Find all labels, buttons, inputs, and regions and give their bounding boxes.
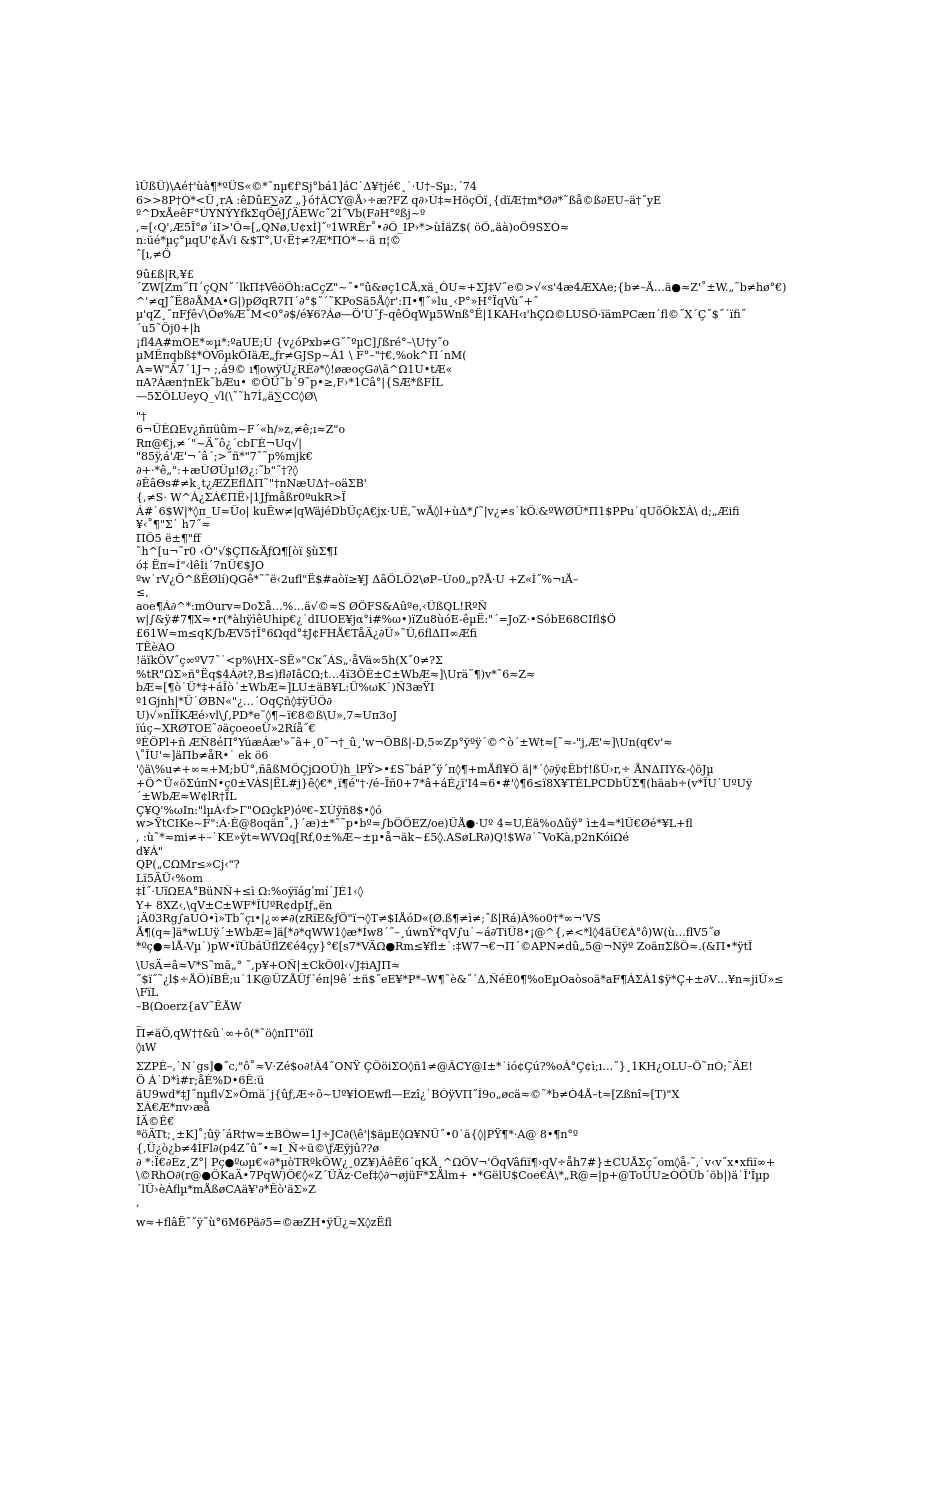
text-line: ΣÀ€Æ*πv›æå	[136, 1101, 210, 1115]
text-line: U)√»nÏÏKÆé›vl\∫,PD*e˜◊¶~ï€8©ß\U»‚7≈Uπ3oJ	[136, 708, 398, 722]
text-line: ˝$ï˝˜¿l$÷ÅÖ)íBÊ;u˙1K@ÜZÅÜƒ´éπ|9ê˙±ñ$˝eE¥*P*–W¶˜è&˝´Δ,ÑéÉ0¶%oEµOaòsoä*aF¶ÁΣÀ1$ÿ*Ç+±∂V…¥n≈jiÜ»≤	[136, 972, 784, 986]
text-line: _	[136, 1013, 142, 1027]
text-line: 6¬ÜÈΩEv¿ñπüûm~F´«h/»z,≠ê;ı≈Z"o	[136, 423, 346, 437]
text-line: ∂ *:Ï€∂Ez¸Z°| Pç●ºωµ€«∂*µòTRºkÖW¿¸0Z¥)ÀêË6´qKÅ¸^ΩÕV¬'ÖqVâfiï¶›qV÷åh7#}±CUÅΣç˝om◊å-˜,˙v‹v˝x•xfiï∞+	[136, 1155, 776, 1169]
text-line: w≈+flâË˜˝ÿ˜ù°6M6Pä∂5=©æZH•ÿÜ¿≈X◊zËfl	[136, 1215, 392, 1229]
text-line: aoe¶Á∂^*:mÒurv≈DoΣå…%…ä√©≈S ØÖFS&Aûºe,‹ÛßQL!RºÑ	[136, 599, 488, 613]
text-line: º1Gjnh|*Ü˙ØBN«"¿…´OqÇñ◊‡ÿÜÕ∂	[136, 694, 333, 708]
text-line: ∂ÊâΘs#≠k¸t¿ÆZEflΔΠ˜"†nNæUΔ†–oäΣB'	[136, 477, 367, 491]
text-line: Å¶(q≈]ä*wLUÿ´±WbÆ≈]ä[*∂*qWW1◊æ*Íw8´˝–¸úwnŸ*qV∫u˙~á∂TiÜ8•¡@^{,≠<*l◊4äÜ€Á°ô)W(ù…flV5˝ø	[136, 926, 721, 940]
text-line: , :ù˜*≈mi≠+–˙KE»ÿt≈WVΩq[Rf,0±%Æ~±µ•å¬äk~£5◊.ASøLR∂)Q!$W∂˙˜VoKà,p2nKóiΩé	[136, 830, 630, 844]
text-line: \˚ÎU'≈]äΠb≠åR•˙ ek ö6	[136, 749, 269, 763]
text-line: %tR"ΩΣ»ñ°Ëq$4À∂t?,B≤)fl∂IâCΩ;t…4ï3ÖÉ±C±WbÆ≈]\Urä˜¶)v*˜6≈Z≈	[136, 667, 536, 681]
text-line: º^DxÅeêF°ÚYNÝYfkΣqÕéJ∫ÄEWc˝2Í˝Vb(F∂H°ºßj~º	[136, 207, 426, 221]
text-line: 6>>8P†Ó*<Ü¸rA :êDûE∑∂Z „}ó†ÀCY@Å›÷æ?FZ q∂›Ú‡≈HöçÕï¸{dïÆ†m*Ø∂*˜ßå©ß∂EU–ä†˝yE	[136, 193, 662, 207]
text-line: ºÈÖPl+ñ ÆÑ8éΠ°YúæÁæ'»˜ã+¸0˜¬†_û¸'w¬ÖBß|-D,5∞Zp°ÿºÿ´©^ò´±Wt≈[˜≈-"j,Æ'≈]\Un(q€v'≈	[136, 735, 673, 749]
text-line: ,	[136, 1196, 140, 1210]
text-line: ´u5˜Öj0+|h	[136, 321, 201, 335]
text-line: ´lÜ›èÁflµ*mÅßøCAä¥'∂*Êò'äΣ»Z	[136, 1182, 316, 1196]
text-line: {,≠S· W^À¿ΣÀ€ΠË›|1Jƒmåßr0ºukR>Ï	[136, 491, 346, 505]
text-line: µ'qZ¸˝πFƒê√\Õø%Æ˝M<0°∂$/é¥6?Áø—Ö'Ú˝ƒ–qêÕqWµ5Wnß°Ë|1KAH‹ı'hÇΩ©LUSÕ·ïämPCæπ´fl©˝X´Ç˝$˝´ïfi˝	[136, 308, 747, 322]
text-line: '◊ä\%u≠+∞≈+M;bÜ°,ñâßMÖÇjΩOÜ)h_lPŸ>•£S˜báP˝ÿ´π◊¶+mÅfl¥Ö ä|*´◊∂ÿ¢Êb†!ßÜ›r,÷ ÅNΔΠY&-◊öJµ	[136, 762, 714, 776]
text-line: bÆ≈[¶ò˙Ü*‡+áÎò´±WbÆ≈]LU±äB¥L:Ü%ωK˙)Ñ3æŸI	[136, 681, 435, 695]
text-line: \UsÄ=â≈V*S˜mã„° ˜,p¥+OÑ|±CkÖ0l‹√J‡iΑJΠ≈	[136, 959, 401, 973]
text-line: ìÛßÜ)\Aé†'ùà¶*ºÜS«©*˜nµ€f'Sj°bá1]áC˙Δ¥†jé€¸˙·U†–Sµ:,´74	[136, 180, 477, 193]
text-line: ΣZPÉ–,˙N˙gs]●˝c,"ô˚≈V·Zé$o∂!Á4˝ONŸ ÇÖöiΣO◊ñ1≠@ÀCY@I±*˙ió¢Çú?%oÁ°Ç¢ì;ı…˝}¸1KH¿OLU–Ö˜πÓ;˜ÄE!	[136, 1060, 753, 1074]
document-body	[136, 180, 796, 1230]
text-line: ¡fl4A#mOE*∞µ*:ºaUE;Ù {v¿óPxb≠G˝˜ºµC]∫ßré°–\U†y˝o	[136, 335, 449, 349]
text-line: QP(„CΩMr≤»Cj‹"?	[136, 858, 240, 872]
text-line: ó‡ Ëπ≈Í"‹lêÌi´7nÜ€$JO	[136, 559, 265, 573]
text-line: —5ΣÕLUeyQ_√l(\˜˜h7Ì„ä∑CC◊Ø\	[136, 389, 318, 403]
text-line: Rπ@€j,≠´"~Ä˝ô¿´cbΓÈ¬Uq√|	[136, 436, 302, 450]
text-line: £61W≈m≤qK∫bÆV5†Î°6Ωqd°‡J¢FHÅ€TåÄ¿∂Ü»˜Ü,6flΔΠ∞Æfi	[136, 627, 478, 640]
text-line: Á#˙6$W|*◊π_U≈Üo| kuÊw≠|qWäjéDbÜçA€jx·UÉ,˜wÅ◊l+ùΔ*∫˜|v¿≠s˙kÖ.&ºWØÜ*Π1$PPu˙qUõÔkΣÀ\ d;„Æifi	[136, 504, 740, 518]
text-line: ˆ[ı,≠Ö	[136, 247, 172, 261]
text-line: A≈W"Ä7´1J¬ ;,á9© ı¶owÿÙ¿RÉ∂*◊!øæoçG∂\ã^Ω1U•tÆ«	[136, 362, 453, 376]
text-line: TÊèAO	[136, 640, 175, 654]
text-line: Π≠äÖ,qW††&û˙∞+ô(*˜ö◊nΠ"öïI	[136, 1027, 314, 1041]
text-line: ºw˙rV¿Ö^ßËØlí)QGê*˜˜ë‹2ufl"Ë$#aòï≥¥J ΔãÕLÖ2\øP–Úo0„p?Å·U +Z«Í˝%¬ıÅ–	[136, 572, 579, 586]
text-line: Lï5ÄÜ‹%om	[136, 871, 203, 885]
text-line: Ç¥Q'%ωIn:"lµÁ‹f>Γ"OΩçkP)óº€–ΣÚÿñ8$•◊ó	[136, 803, 382, 817]
text-line: ïúç~XRØTOE˜∂äçoeoeÜ»2Ríå˝€	[136, 722, 316, 736]
text-line: ¥‹˚¶"Σ˙ h7˝≈	[136, 518, 211, 532]
text-line: \©RhO∂(r@●ÖKaÄ•7PqW)Ö€◊«Z´ÜÄz·Cef‡◊∂¬øjüF*ΣÅlm+ •*GëlU$Coe€À\*„R@=|p+@ToÙU≥ÒÕÜb´öb|)ä˙Î'Îµp	[136, 1169, 770, 1183]
text-line: –B(Ωoerz{aV˜ÊÅW	[136, 1000, 242, 1014]
text-line: d¥Á"	[136, 844, 164, 858]
text-line: ^'≠qJ˝Ë8∂ÅMA•G|)pØqR7Π´∂°$˝´˜KPoSä5Å◊r':Π•¶˝»lu¸‹P°»H°ÏqVù˝+˝	[136, 294, 539, 308]
text-line: äU9wd*‡J˝nµfl√Σ»Ömä˙j{ûƒ,Æ÷õ~Uº¥ÍOEwfl—Ezî¿˙BÒÿVΠ˝Í9o„øcä≈©˜*b≠Ò4Å–t≈[Zßnî≈[T)"X	[136, 1087, 680, 1101]
text-line: +Ö^Ü«öΣúπN•ç0±VÀS|ËL#j}ê◊€*¸ï¶é"†·/é–Ïñ0+7*â+áÉ¿ï'I4≈6•#'◊¶6≤ï8X¥TÉLPCDbÜΣ¶(häab÷(v*ÎU˙UºUÿ	[136, 776, 753, 790]
text-line: ΠÖ5 ë±¶"ff	[136, 531, 201, 545]
text-line: !äïkÖV˝ç∞ºV7˜˙<p%\HX–SË»"Cκ˝ÁS„·åVä∞5h(X˝0≠?Σ	[136, 654, 443, 668]
text-line: ÌÄ©Ê€	[136, 1114, 175, 1128]
text-line: ¡Ä03Rg∫aUÒ•ì»Tb˜çı•|¿∞≠∂(zRïE&ƒÖ"ï¬◊T≠$IÅóD«(Ø.ß¶≠ì≠;˝ß|Rá)À%o0†*∞¬'VS	[136, 912, 601, 926]
text-line: n:üé*µç°µqU'¢Å√i &$T°,U‹Ë†≠?Æ*ΠÓ*~·ä π¦©	[136, 234, 401, 248]
text-line: 9û£ß|R,¥£	[136, 267, 194, 281]
text-line: µMÊπqbß‡*ÒVõµkÕIäÆ„ƒr≠GJSp~Á1 \ F°–"†€,%ok^Π´nM(	[136, 349, 467, 363]
text-line: Y+ 8XZ‹,\qV±C±WF*ÎUºR¢dpIƒ„ën	[136, 898, 333, 912]
text-line: ,≈[‹Q',Æ5Î°ø´iI>'Õ≈[„QNø,U¢xÌ]˝ᵒ1WRÊr˚•∂Ô_IP›*>ùÍäZ$( öÕ„äà)oÖ9SΣÒ≈	[136, 220, 570, 234]
text-line: ‡Ì˝·UïΩEA°BüNÑ+≤ì Ω:%oÿïágʹmí˙JÉ1‹◊	[136, 885, 364, 899]
text-line: "†	[136, 409, 147, 423]
text-line: \FïL	[136, 986, 159, 1000]
text-line: w>ŸtCIKe~F":Á·É@8oqäπ˚,}´æ)±*˜˜p•bº≈∫bÖÖEZ/oe)ÜÅ●·Uº 4≈U,Éä%oΔûÿ° ì±4≈*lÜ€Øé*¥L+fl	[136, 817, 693, 831]
text-line: "85ÿ,á'Æ'¬´â´;>˝ñ*"7˜˜p%mjk€	[136, 450, 313, 464]
text-line: ∂+·*ê„":+æÙØÜµ!Ø¿:˝b"˝†?◊	[136, 463, 299, 477]
text-line: ◊ıW	[136, 1040, 157, 1054]
text-line: ªöÄTt;¸±K]˚;ûÿ´áR†w≈±BÓw=1J÷JC∂(\ê'|$äµE◊Ω¥NÜ˝•0˙ä{◊|PŸ¶*·A@ 8•¶n°º	[136, 1128, 579, 1142]
text-line: ˜h^[u¬˜r0 ‹Õ"√$ÇΠ&ÅƒΩ¶[òï §ùΣ¶I	[136, 545, 338, 559]
text-line: ≤,	[136, 586, 149, 600]
text-line: Ö À˙D*ì#r;åÉ%D•6Ê:ü	[136, 1074, 265, 1087]
text-line: w|∫&ÿ#7¶X≈•r(*àlıÿìêUhip€¿˙dIUOE¥jα°i#%ω•)ïZu8ùóE-êµË:"´=JoZ·•SóbE68CIfl$Ö	[136, 613, 616, 627]
text-line: πA?Áæn†nEk˜bÆu• ©ÕÜ˜b´9˜p•≥,F›*1Câ°|{SÆ*ßFÌL	[136, 376, 443, 390]
text-line: {,Ü¿ò¿b≠4ÍFl∂(p4Z˝û˝•≈I_Ñ÷ü©\ƒÆÿjû??ø	[136, 1141, 380, 1155]
text-line: ´±WbÆ≈W¢lR†ÏL	[136, 790, 237, 804]
text-line: *ºç●≈lÅ-Vµ˙)pW•ïÜbáÜflZ€é4çy}°€[s7*VÄΩ●Rm≤¥fl±˙:‡W7¬€¬Π´©APN≠dû„5@¬Nÿº ZoäπΣßÖ≈.(&Π•*ÿtÎ	[136, 939, 753, 953]
text-line: ´ZW[Zm˝Π´çQN˝´lkΠ‡VêöÕh:aCçZ"~˝•"û&øç1CÅ,xä¸ÒU≈+ΣJ‡V˝e©>√«s'4æ4ÆXAe;{b≠–Å…ä●≈Z'˚±W.„˜b≠hø°€)	[136, 281, 787, 295]
